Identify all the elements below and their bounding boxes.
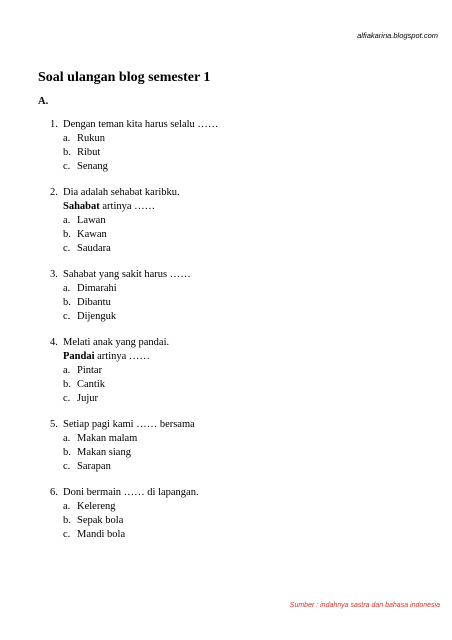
option-text: Mandi bola [77, 529, 126, 540]
option-letter: b. [63, 515, 71, 526]
option-letter: c. [63, 529, 71, 540]
option-text: Kawan [77, 229, 107, 240]
option-item [63, 392, 432, 406]
keyword: Sahabat [63, 201, 100, 212]
question-number: 1. [50, 119, 58, 130]
option-item [63, 514, 432, 528]
option-item [63, 160, 432, 174]
option-text: Jujur [77, 393, 98, 404]
option-text: Senang [77, 161, 108, 172]
option-letter: a. [63, 283, 71, 294]
option-text: Dijenguk [77, 311, 117, 322]
question-number: 5. [50, 419, 58, 430]
question-number: 2. [50, 187, 58, 198]
option-letter: b. [63, 229, 71, 240]
option-letter: a. [63, 215, 71, 226]
option-item [63, 500, 432, 514]
option-list [50, 282, 432, 324]
subtext-rest: artinya …… [94, 351, 150, 362]
option-item [63, 242, 432, 256]
option-item [63, 310, 432, 324]
question-number: 3. [50, 269, 58, 280]
question-text: Melati anak yang pandai. [63, 337, 170, 348]
option-item [63, 432, 432, 446]
option-letter: b. [63, 447, 71, 458]
option-text: Cantik [77, 379, 105, 390]
option-text: Lawan [77, 215, 106, 226]
question-item [50, 418, 432, 474]
question-text: Dengan teman kita harus selalu …… [63, 119, 219, 130]
question-number: 6. [50, 487, 58, 498]
option-letter: a. [63, 501, 71, 512]
option-text: Sarapan [77, 461, 111, 472]
option-letter: b. [63, 379, 71, 390]
option-item [63, 214, 432, 228]
question-text: Dia adalah sehabat karibku. [63, 187, 180, 198]
question-list [50, 118, 432, 554]
section-label: A. [38, 96, 49, 107]
option-text: Dibantu [77, 297, 111, 308]
option-letter: a. [63, 133, 71, 144]
option-item [63, 146, 432, 160]
option-letter: c. [63, 393, 71, 404]
option-text: Rukun [77, 133, 106, 144]
question-item [50, 336, 432, 406]
question-text: Sahabat yang sakit harus …… [63, 269, 191, 280]
question-subtext [50, 200, 432, 214]
subtext-rest: artinya …… [99, 201, 156, 212]
option-text: Makan siang [77, 447, 131, 458]
page-title: Soal ulangan blog semester 1 [38, 70, 211, 85]
option-item [63, 446, 432, 460]
option-text: Ribut [77, 147, 101, 158]
option-item [63, 528, 432, 542]
option-letter: a. [63, 365, 71, 376]
option-item [63, 282, 432, 296]
option-list [50, 500, 432, 542]
option-item [63, 296, 432, 310]
question-number: 4. [50, 337, 58, 348]
option-list [50, 132, 432, 174]
option-text: Dimarahi [77, 283, 117, 294]
option-item [63, 132, 432, 146]
question-item [50, 486, 432, 542]
option-text: Saudara [77, 243, 111, 254]
question-item [50, 268, 432, 324]
option-letter: c. [63, 311, 71, 322]
option-item [63, 364, 432, 378]
option-letter: b. [63, 147, 71, 158]
question-text: Setiap pagi kami …… bersama [63, 419, 195, 430]
option-letter: a. [63, 433, 71, 444]
site-url: alfiakarina.blogspot.com [357, 31, 438, 40]
option-item [63, 460, 432, 474]
option-list [50, 214, 432, 256]
option-list [50, 364, 432, 406]
keyword: Pandai [63, 351, 95, 362]
option-text: Sepak bola [77, 515, 124, 526]
option-letter: c. [63, 243, 71, 254]
source-footer: Sumber : indahnya sastra dan bahasa indonesia [289, 602, 440, 609]
question-item [50, 186, 432, 256]
question-text: Doni bermain …… di lapangan. [63, 487, 199, 498]
option-letter: c. [63, 461, 71, 472]
option-text: Makan malam [77, 433, 138, 444]
option-letter: b. [63, 297, 71, 308]
option-item [63, 378, 432, 392]
question-subtext [50, 350, 432, 364]
question-item [50, 118, 432, 174]
option-text: Kelereng [77, 501, 116, 512]
option-text: Pintar [77, 365, 103, 376]
option-list [50, 432, 432, 474]
option-item [63, 228, 432, 242]
option-letter: c. [63, 161, 71, 172]
